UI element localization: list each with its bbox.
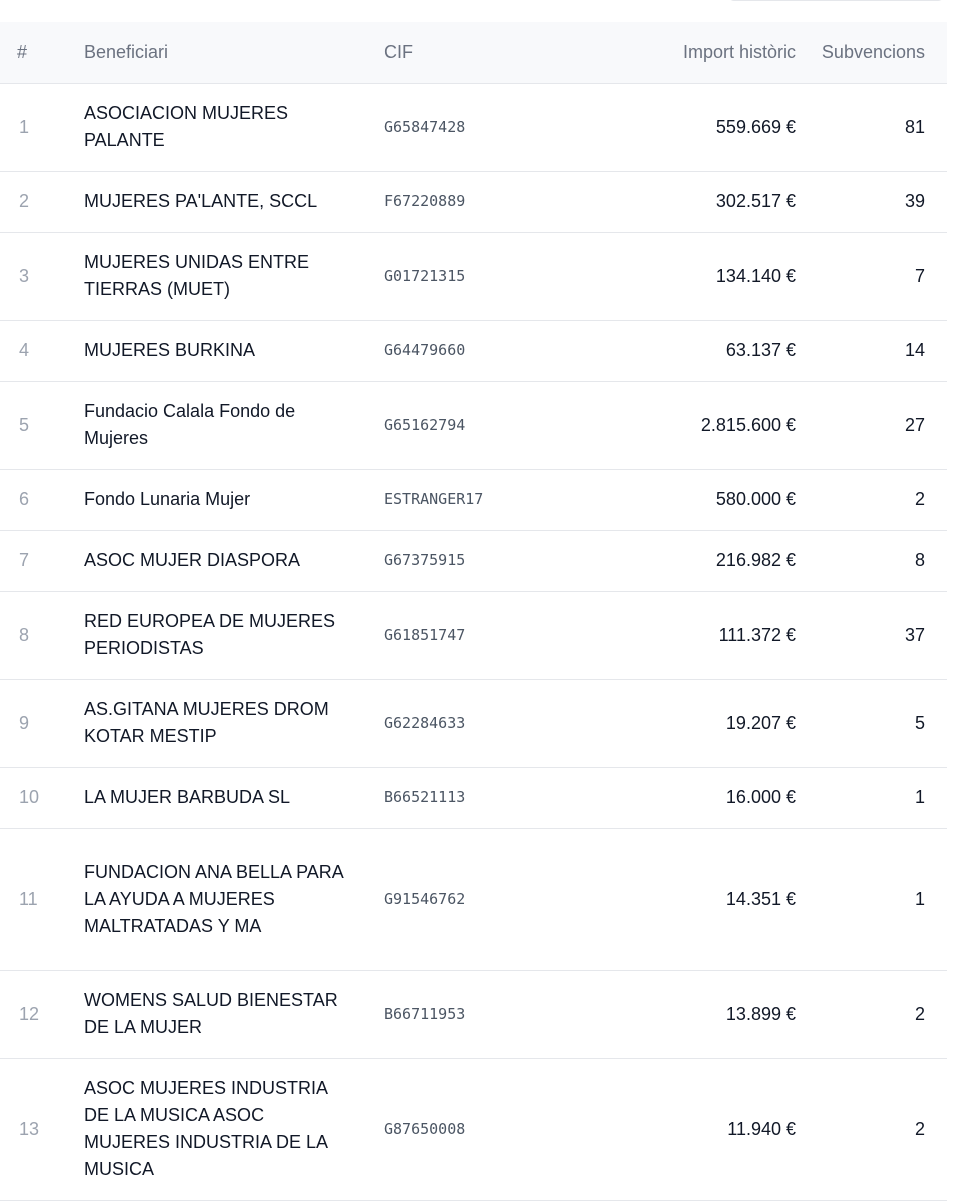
row-rank: 13 — [19, 1118, 40, 1139]
top-control-edge — [728, 0, 944, 1]
row-beneficiary[interactable]: LA MUJER BARBUDA SL — [84, 787, 291, 807]
row-rank: 4 — [19, 340, 30, 360]
row-amount: 580.000 € — [715, 489, 796, 509]
row-amount: 63.137 € — [725, 340, 796, 360]
row-count: 37 — [904, 624, 925, 645]
row-amount: 11.940 € — [727, 1118, 796, 1139]
beneficiaries-table — [0, 22, 947, 1201]
row-rank: 6 — [19, 489, 30, 509]
row-beneficiary[interactable]: ASOC MUJER DIASPORA — [84, 550, 301, 570]
table-row[interactable] — [0, 530, 947, 591]
row-count: 1 — [914, 787, 925, 807]
table-row[interactable] — [0, 767, 947, 828]
row-cif: G67375915 — [384, 551, 466, 569]
row-count: 27 — [904, 414, 925, 435]
row-beneficiary[interactable]: Fundacio Calala Fondo de Mujeres — [84, 401, 296, 448]
row-cif: G61851747 — [384, 625, 466, 644]
row-rank: 10 — [19, 787, 40, 807]
row-cif: ESTRANGER17 — [384, 490, 484, 508]
table-row[interactable] — [0, 469, 947, 530]
column-header-beneficiary[interactable]: Beneficiari — [84, 41, 169, 62]
row-count: 5 — [914, 712, 925, 733]
row-rank: 8 — [19, 624, 30, 645]
row-beneficiary[interactable]: ASOC MUJERES INDUSTRIA DE LA MUSICA ASOC MUJERES INDUSTRIA DE LA MUSICA — [84, 1078, 328, 1179]
row-rank: 3 — [19, 265, 30, 286]
row-beneficiary[interactable]: WOMENS SALUD BIENESTAR DE LA MUJER — [84, 990, 338, 1037]
row-beneficiary[interactable]: MUJERES UNIDAS ENTRE TIERRAS (MUET) — [84, 252, 310, 299]
row-rank: 7 — [19, 550, 30, 570]
row-rank: 11 — [19, 888, 38, 909]
row-cif: G64479660 — [384, 341, 466, 359]
row-amount: 302.517 € — [715, 191, 796, 211]
row-count: 8 — [914, 550, 925, 570]
row-beneficiary[interactable]: ASOCIACION MUJERES PALANTE — [84, 103, 289, 150]
table-row[interactable] — [0, 83, 947, 171]
row-amount: 16.000 € — [725, 787, 796, 807]
row-beneficiary[interactable]: AS.GITANA MUJERES DROM KOTAR MESTIP — [84, 699, 329, 746]
row-amount: 134.140 € — [715, 265, 796, 286]
table-row[interactable] — [0, 232, 947, 320]
table-row[interactable] — [0, 171, 947, 232]
row-count: 39 — [904, 191, 925, 211]
row-cif: G62284633 — [384, 713, 466, 732]
row-cif: G01721315 — [384, 266, 466, 285]
table-row[interactable] — [0, 970, 947, 1058]
row-rank: 12 — [19, 1003, 40, 1024]
row-beneficiary[interactable]: RED EUROPEA DE MUJERES PERIODISTAS — [84, 611, 336, 658]
row-amount: 14.351 € — [725, 888, 796, 909]
row-count: 7 — [914, 265, 925, 286]
column-header-rank[interactable]: # — [17, 41, 28, 62]
row-rank: 1 — [19, 116, 30, 137]
row-amount: 559.669 € — [715, 116, 796, 137]
table-row[interactable] — [0, 679, 947, 767]
row-beneficiary[interactable]: MUJERES PA'LANTE, SCCL — [84, 191, 318, 211]
row-cif: F67220889 — [384, 192, 466, 210]
row-amount: 13.899 € — [725, 1003, 796, 1024]
row-count: 2 — [914, 1118, 925, 1139]
row-beneficiary[interactable]: FUNDACION ANA BELLA PARA LA AYUDA A MUJERES MALTRATADAS Y MA — [84, 861, 343, 936]
row-count: 2 — [914, 1003, 925, 1024]
table-row[interactable] — [0, 381, 947, 469]
row-cif: G87650008 — [384, 1119, 466, 1138]
row-cif: G65162794 — [384, 415, 466, 434]
row-amount: 111.372 € — [718, 624, 796, 645]
table-row[interactable] — [0, 1058, 947, 1200]
row-rank: 2 — [19, 191, 30, 211]
table-row[interactable] — [0, 320, 947, 381]
row-beneficiary[interactable]: MUJERES BURKINA — [84, 340, 256, 360]
column-header-cif[interactable]: CIF — [384, 41, 413, 62]
row-amount: 216.982 € — [715, 550, 796, 570]
row-amount: 19.207 € — [725, 712, 796, 733]
row-count: 14 — [904, 340, 925, 360]
row-amount: 2.815.600 € — [700, 414, 796, 435]
row-cif: G91546762 — [384, 889, 466, 908]
row-rank: 9 — [19, 712, 30, 733]
row-rank: 5 — [19, 414, 30, 435]
row-cif: B66711953 — [384, 1004, 466, 1023]
row-cif: B66521113 — [384, 788, 466, 806]
row-beneficiary[interactable]: Fondo Lunaria Mujer — [84, 489, 251, 509]
table-row[interactable] — [0, 591, 947, 679]
row-count: 81 — [904, 116, 925, 137]
table-row[interactable] — [0, 828, 947, 970]
row-count: 2 — [914, 489, 925, 509]
column-header-count[interactable]: Subvencions — [821, 41, 925, 62]
column-header-amount[interactable]: Import històric — [682, 41, 796, 62]
table-header-row — [0, 22, 947, 83]
row-cif: G65847428 — [384, 117, 466, 136]
row-count: 1 — [914, 888, 925, 909]
